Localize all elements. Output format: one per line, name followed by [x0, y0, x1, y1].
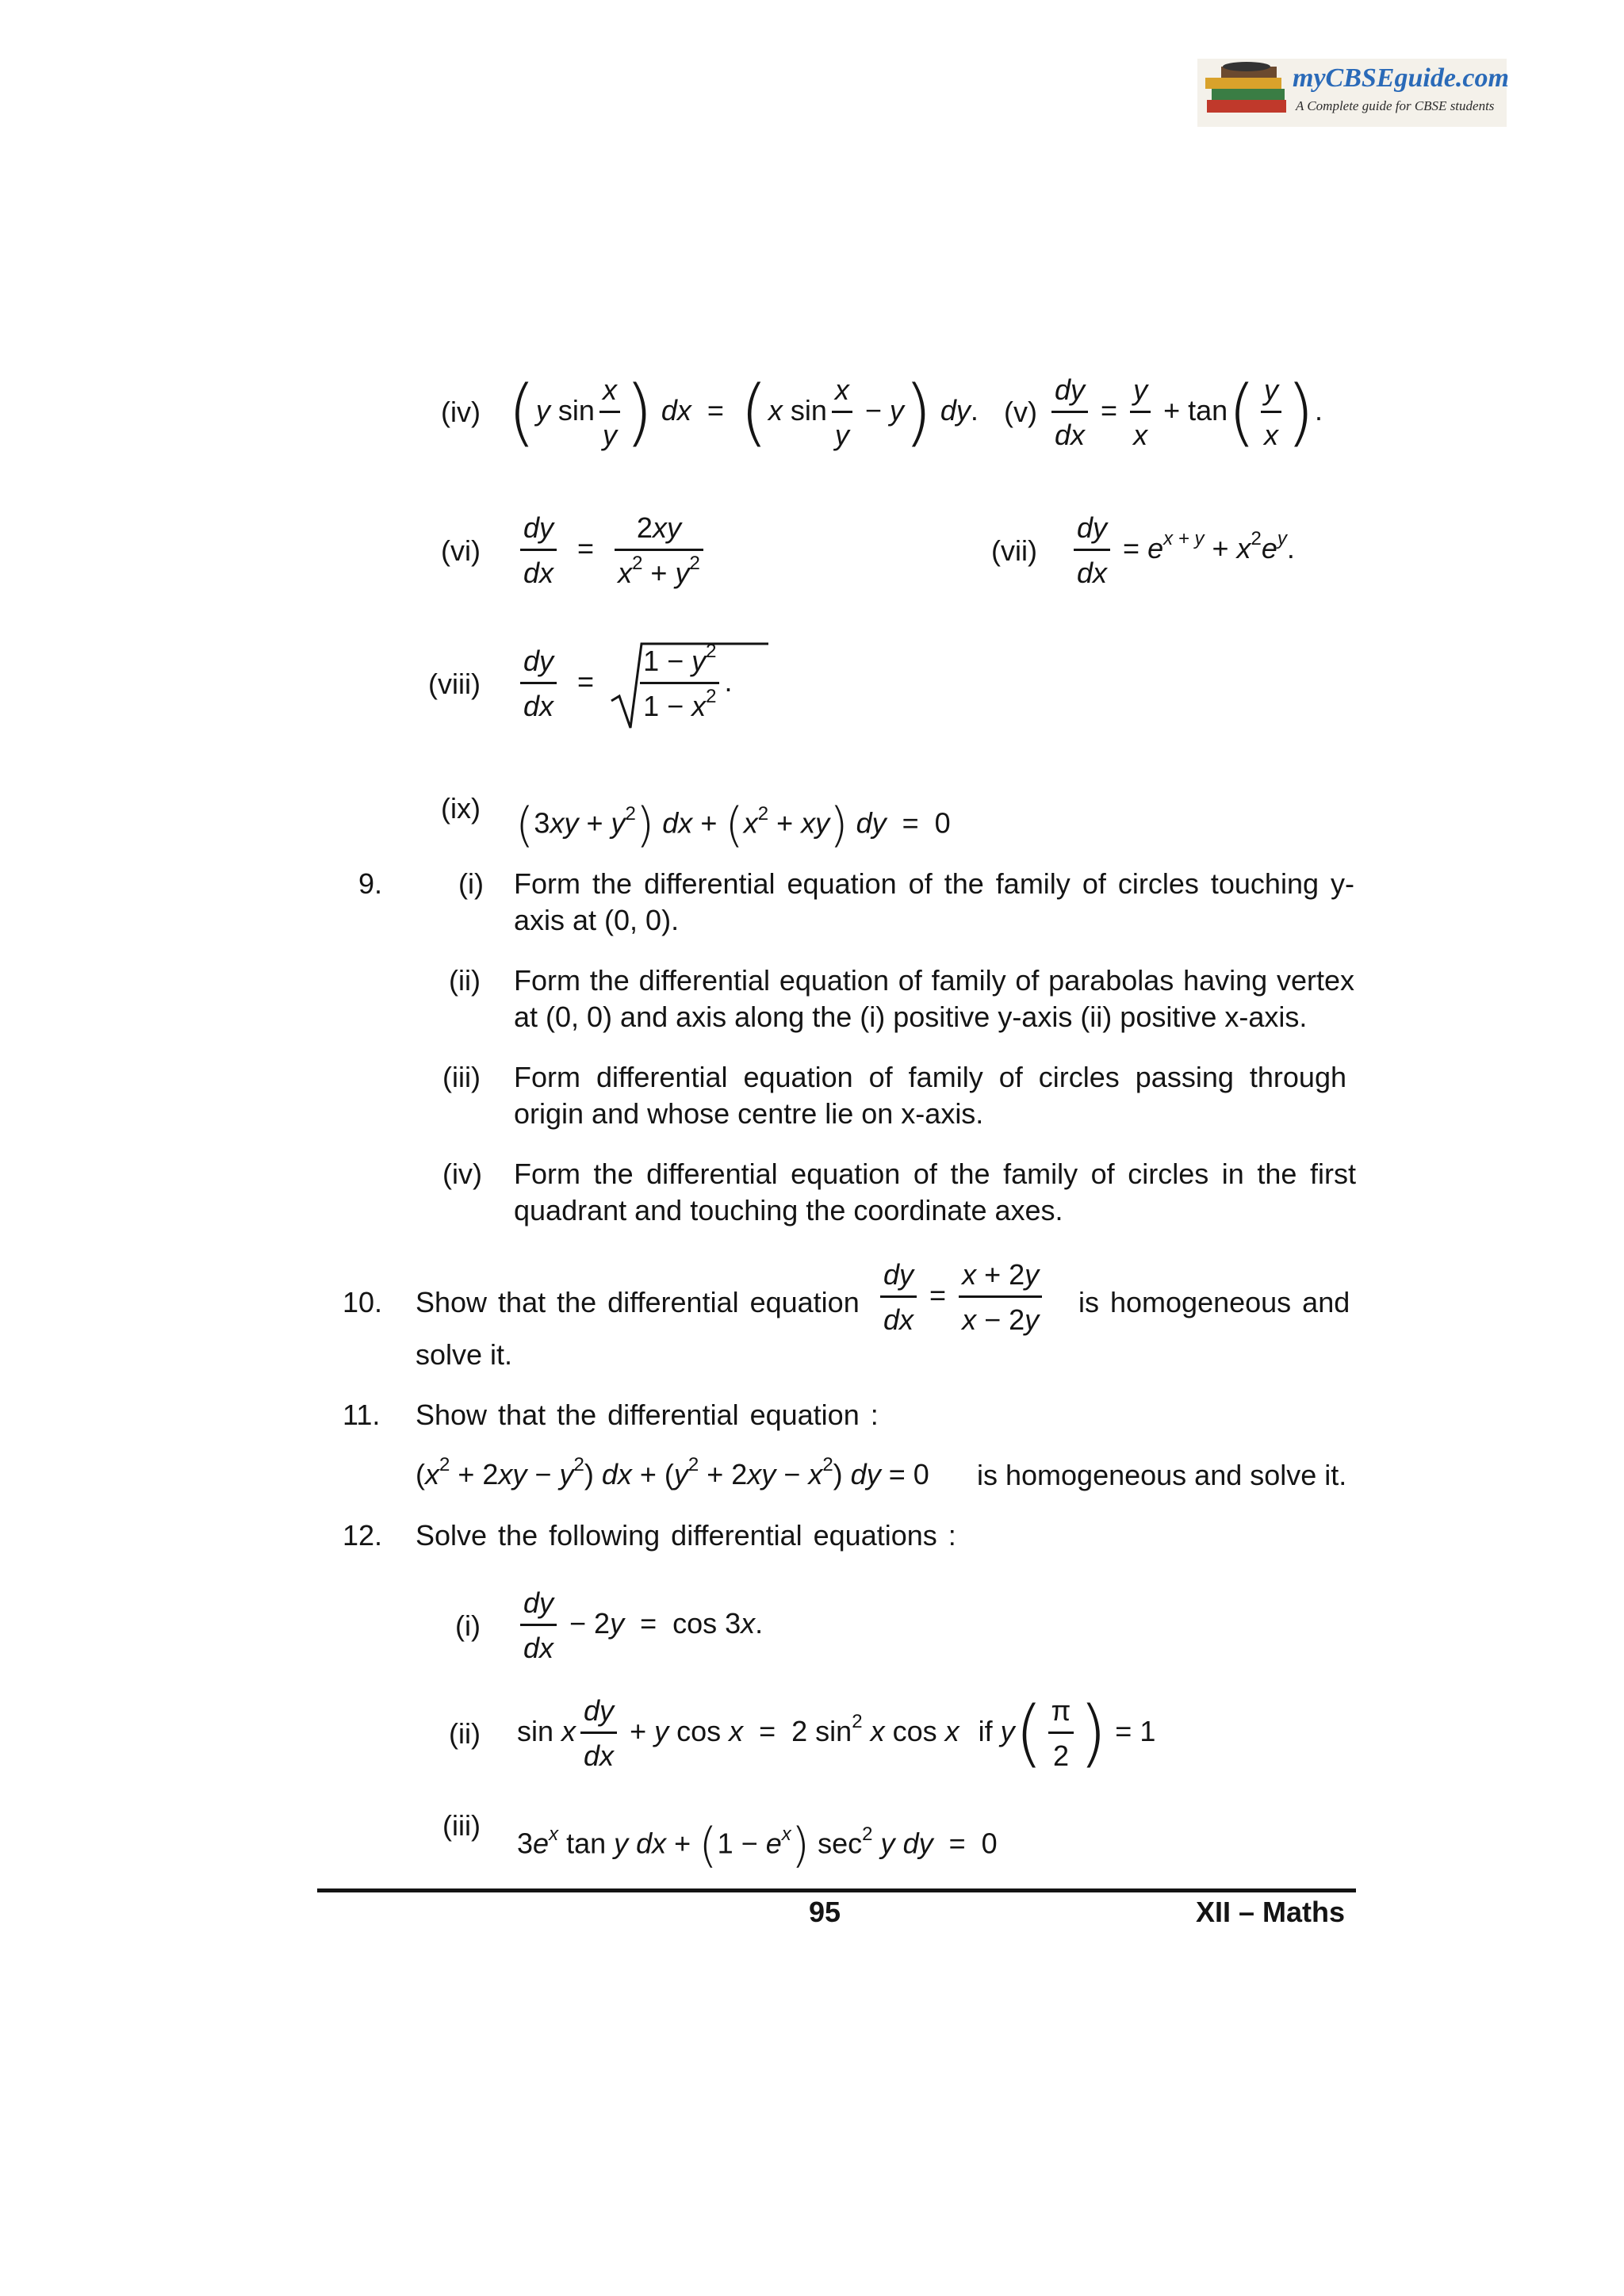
logo-tagline: A Complete guide for CBSE students	[1296, 98, 1495, 113]
eq-label-vi: (vi)	[441, 534, 481, 567]
logo	[1197, 59, 1507, 127]
equation-viii: $\frac{dy}{dx}$ = $\frac{1 - y^2}{1 - x^2}$ .	[515, 644, 733, 724]
eq-label-12iii: (iii)	[442, 1809, 481, 1842]
q9-part-label: (iii)	[442, 1061, 481, 1093]
q9-part-label: (iv)	[442, 1158, 482, 1190]
eq-label-viii: (viii)	[428, 668, 481, 700]
q10-equation: $\frac{dy}{dx}$ = $\frac{x + 2y}{x - 2y}$	[875, 1257, 1047, 1337]
equation-vi: $\frac{dy}{dx}$ = $\frac{2xy}{x^2 + y^2}$	[515, 511, 708, 591]
logo-name: myCBSEguide.com	[1293, 63, 1509, 93]
q12-equation-ii: sin x $\frac{dy}{dx}$ + y cos x = 2 $\sin^2 x$ cos x if y( $\frac{\pi}{2}$ ) = 1	[517, 1690, 1156, 1776]
equation-vii: $\frac{dy}{dx}$ = $e^{x + y} + x^2e^y$.	[1069, 511, 1295, 591]
q9-part-text: Form the differential equation of the family of circles touching y-axis at (0, 0).	[514, 867, 1354, 936]
equation-iv: (y sin $\frac{x}{y}$ ) dx = (x sin $\frac{x}{y}$ − y) dy.	[508, 369, 979, 455]
q9-part-label: (ii)	[449, 964, 481, 997]
q11-equation: $(x^2 + 2xy - y^2)$ dx + $(y^2 + 2xy - x^2)$ dy = 0	[416, 1454, 929, 1490]
q10-lead-text: Show that the differential equation	[416, 1286, 860, 1318]
question-number-10: 10.	[343, 1286, 383, 1318]
question-number-12: 12.	[343, 1519, 383, 1552]
eq-label-v: (v)	[1004, 396, 1037, 428]
q9-part-label: (i)	[458, 867, 484, 900]
q9-part-text: Form the differential equation of family of parabolas having vertex at (0, 0) and axis along the (i) positive y-axis (ii) positive x-axis.	[514, 964, 1354, 1033]
footer-rule	[317, 1888, 1356, 1892]
equation-v: $\frac{dy}{dx}$ = $\frac{y}{x}$ + tan( $\frac{y}{x}$ ).	[1047, 373, 1323, 453]
square-root-icon: $\frac{1 - y^2}{1 - x^2}$	[610, 644, 724, 724]
q12-text: Solve the following differential equations :	[416, 1519, 956, 1552]
q12-equation-i: $\frac{dy}{dx}$ − 2y = cos 3x.	[515, 1586, 763, 1666]
eq-label-vii: (vii)	[991, 534, 1037, 567]
question-number-9: 9.	[358, 867, 383, 900]
q12-equation-iii: $3e^x$ tan y dx + $(1 - e^x)$ $\sec^2 y$ dy = 0	[517, 1818, 998, 1873]
q11-tail-text: is homogeneous and solve it.	[977, 1459, 1347, 1491]
q9-part-text: Form the differential equation of the family of circles in the first quadrant and touching the coordinate axes.	[514, 1158, 1356, 1226]
if-word: if	[978, 1715, 993, 1748]
page-number: 95	[809, 1896, 841, 1928]
q9-part-text: Form differential equation of family of circles passing through origin and whose centre lie on x-axis.	[514, 1061, 1346, 1130]
equation-ix: $(3xy + y^2)$ dx + $(x^2 + xy)$ dy = 0	[515, 798, 951, 853]
q11-text: Show that the differential equation :	[416, 1399, 879, 1431]
eq-label-ix: (ix)	[441, 792, 481, 825]
eq-label-12ii: (ii)	[449, 1717, 481, 1750]
q10-end-text: solve it.	[416, 1338, 513, 1371]
eq-label-iv: (iv)	[441, 396, 481, 428]
footer-subject: XII – Maths	[1196, 1896, 1346, 1928]
eq-label-12i: (i)	[455, 1609, 481, 1642]
q10-tail-text: is homogeneous and	[1078, 1286, 1350, 1318]
question-number-11: 11.	[343, 1399, 381, 1431]
